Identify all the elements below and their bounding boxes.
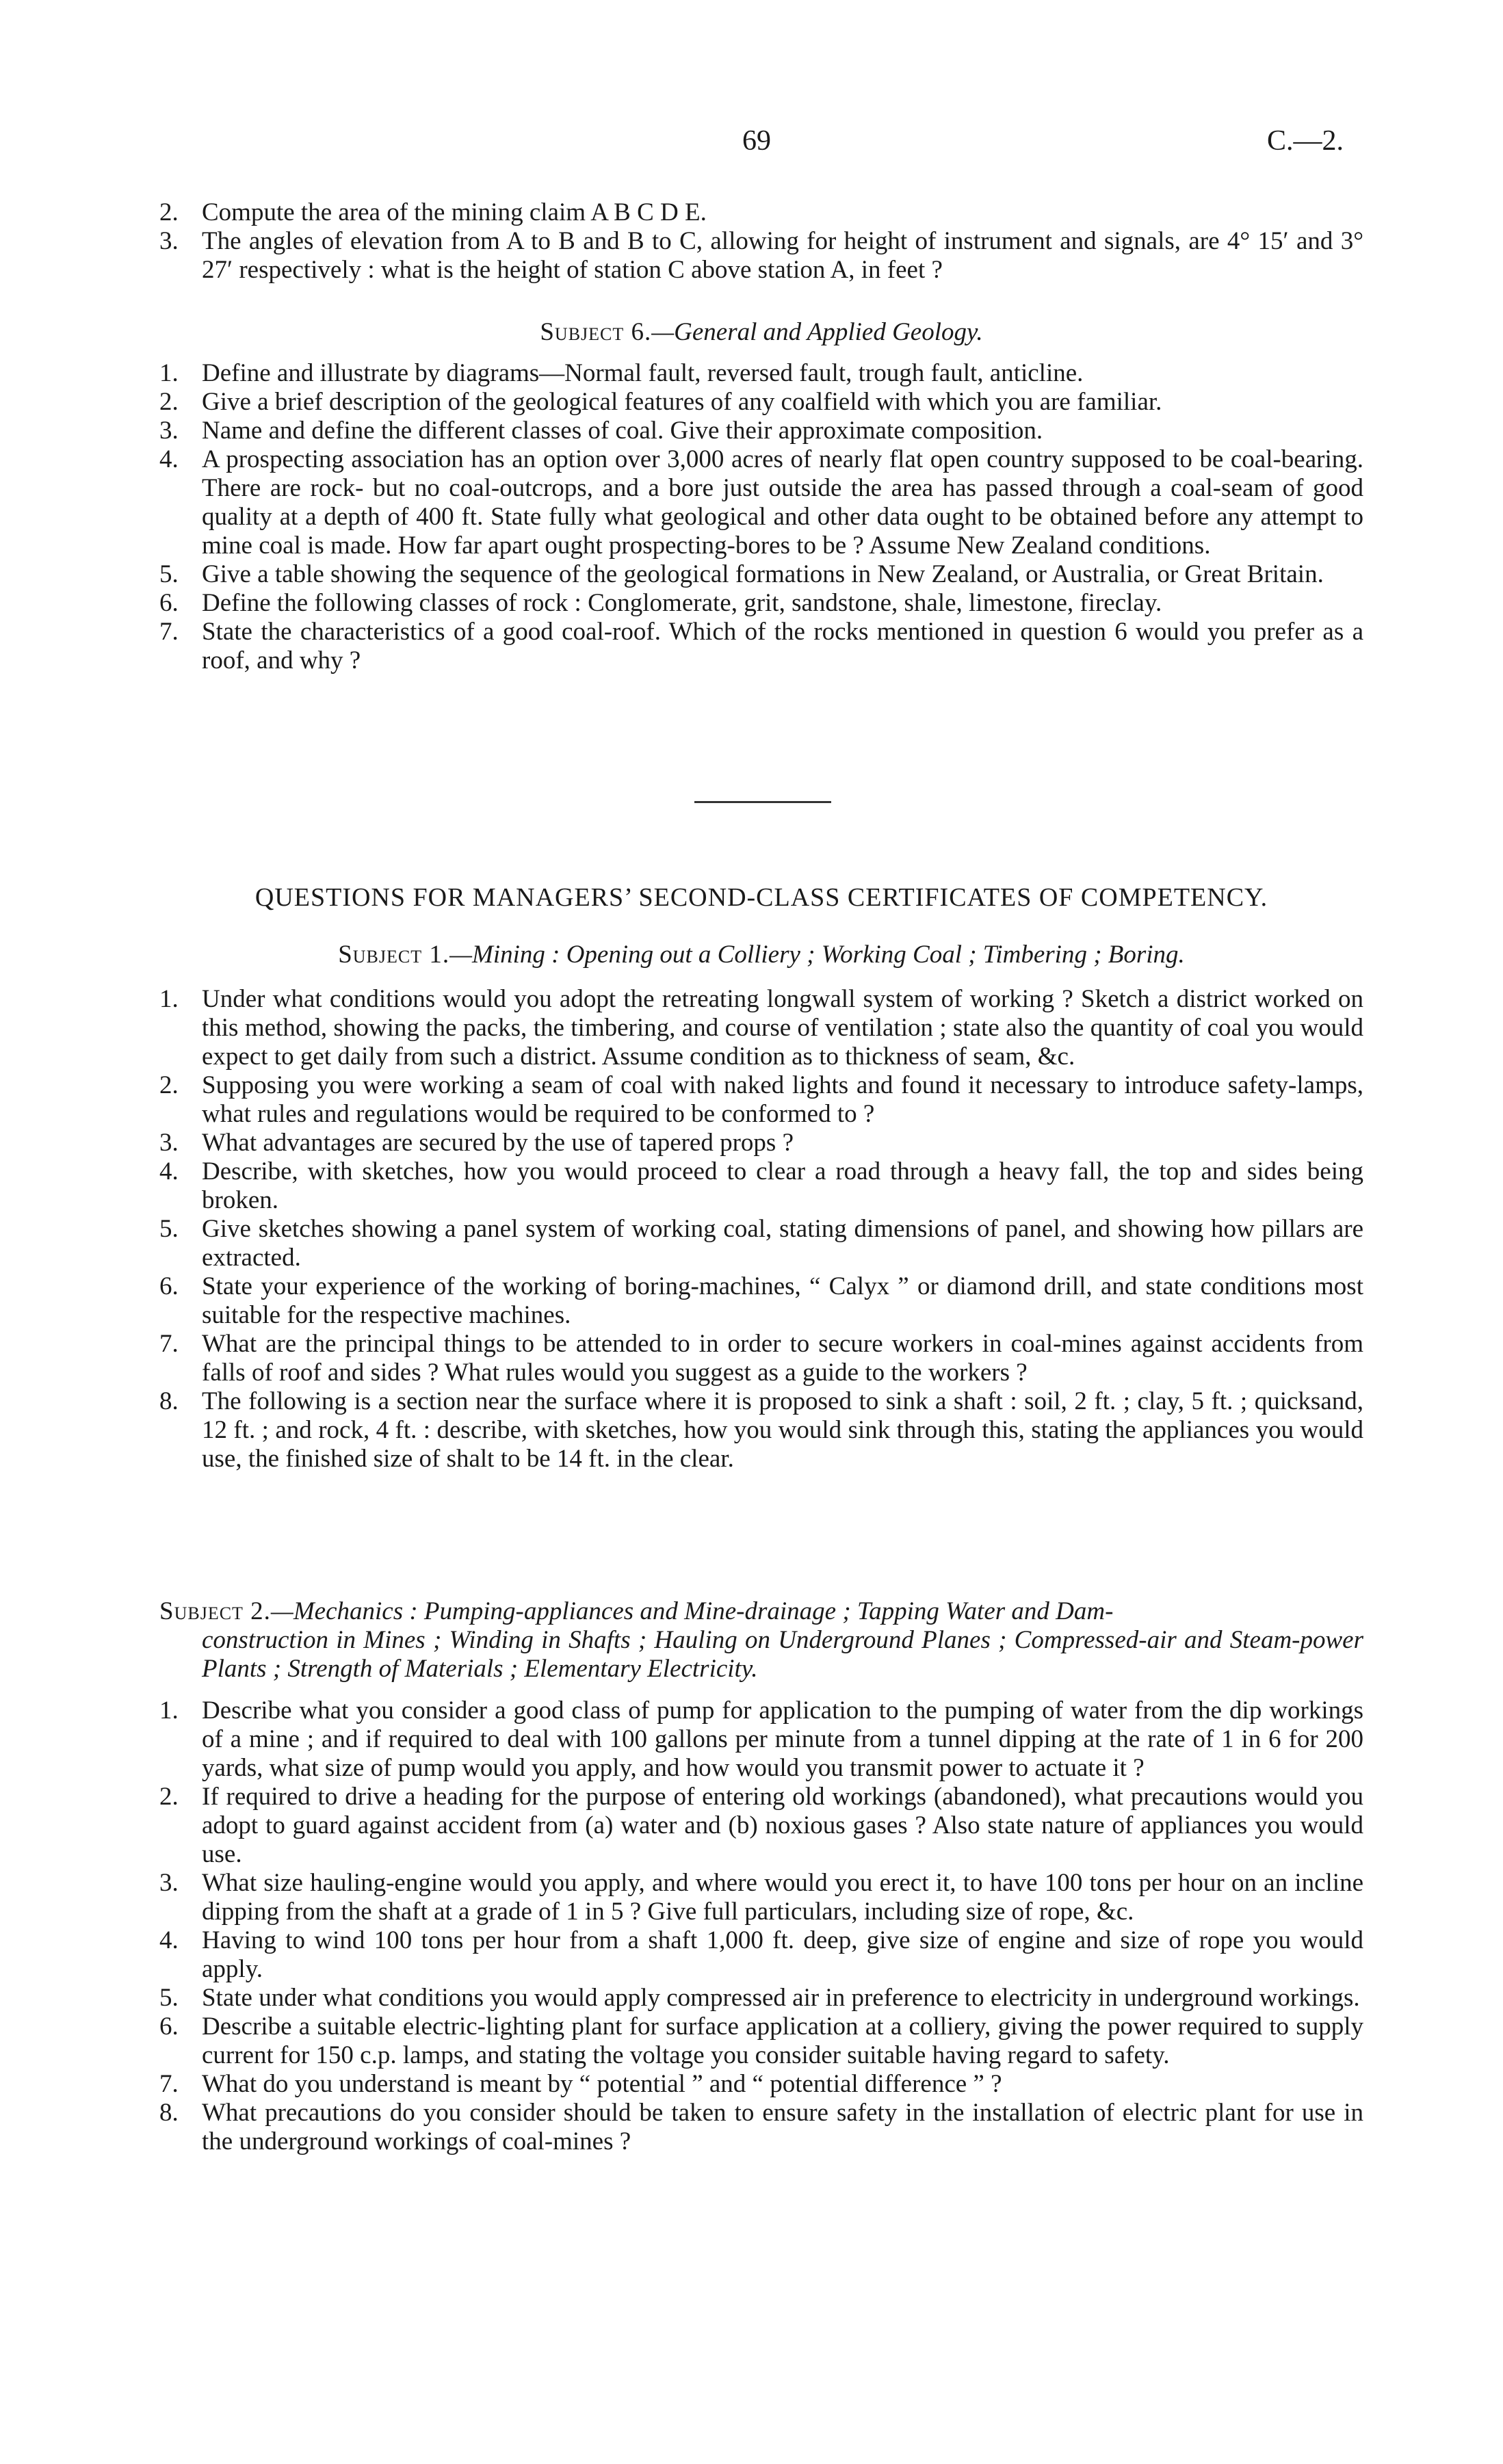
question-item: 2. Give a brief description of the geological features of any coalfield with which you are familiar. (159, 388, 1162, 416)
question-item: 4. Having to wind 100 tons per hour from a shaft 1,000 ft. deep, give size of engine and size of rope you would apply. (159, 1926, 1363, 1983)
subject-6-questions (159, 359, 1363, 675)
question-item: 6. Describe a suitable electric-lighting plant for surface application at a colliery, giving the power required to supply current for 150 c.p. lamps, and stating the voltage you consider suitable having regard to safety. (159, 2013, 1363, 2069)
question-item: 2. If required to drive a heading for the purpose of entering old workings (abandoned), what precautions would you adopt to guard against accident from (a) water and (b) noxious gases ? Also state nature of appliances you would use. (159, 1783, 1363, 1868)
question-item: 4. Describe, with sketches, how you would proceed to clear a road through a heavy fall, the top and sides being broken. (159, 1157, 1363, 1214)
question-item: 6. State your experience of the working of boring-machines, “ Calyx ” or diamond drill, and state conditions most suitable for the respective machines. (159, 1272, 1363, 1329)
subject-1-heading: Subject 1.—Mining : Opening out a Colliery ; Working Coal ; Timbering ; Boring. (338, 941, 1185, 969)
question-item: 3. What advantages are secured by the use of tapered props ? (159, 1129, 794, 1157)
question-item: 1. Define and illustrate by diagrams—Normal fault, reversed fault, trough fault, anticline. (159, 359, 1084, 387)
managers-certificate-title: QUESTIONS FOR MANAGERS’ SECOND-CLASS CERTIFICATES OF COMPETENCY. (254, 883, 1268, 912)
question-item: 2. Compute the area of the mining claim A B C D E. (159, 198, 707, 226)
question-item: 5. Give sketches showing a panel system of working coal, stating dimensions of panel, and showing how pillars are extracted. (159, 1215, 1363, 1272)
question-item: 4. A prospecting association has an option over 3,000 acres of nearly flat open country supposed to be coal-bearing. There are rock- but no coal-outcrops, and a bore just outside the area has passed through a coal-seam of good quality at a depth of 400 ft. State fully what geological and other data ought to be obtained before any attempt to mine coal is made. How far apart ought prospecting-bores to be ? Assume New Zealand conditions. (159, 445, 1363, 560)
question-item: 8. The following is a section near the surface where it is proposed to sink a shaft : soil, 2 ft. ; clay, 5 ft. ; quicksand, 12 ft. ; and rock, 4 ft. : describe, with sketches, how you would sink through this, stating the appliances you would use, the finished size of shalt to be 14 ft. in the clear. (159, 1387, 1363, 1473)
question-item: 7. State the characteristics of a good coal-roof. Which of the rocks mentioned in question 6 would you prefer as a roof, and why ? (159, 618, 1363, 674)
subject-6-heading: Subject 6.—General and Applied Geology. (540, 318, 983, 346)
subject-1-questions (159, 985, 1363, 1473)
subject-2-heading: Subject 2.—Mechanics : Pumping-appliances and Mine-drainage ; Tapping Water and Dam- construction in Mines ; Winding in Shafts ; Hauling on Underground Planes ; Compressed-air and Steam-power Plants ; Strength of Materials ; Elementary Electricity. (159, 1597, 1363, 1683)
subject-2-questions (159, 1696, 1363, 2156)
question-item: 6. Define the following classes of rock : Conglomerate, grit, sandstone, shale, limestone, fireclay. (159, 589, 1162, 617)
question-item: 3. What size hauling-engine would you apply, and where would you erect it, to have 100 tons per hour on an incline dipping from the shaft at a grade of 1 in 5 ? Give full particulars, including size of rope, &c. (159, 1869, 1363, 1926)
question-item: 2. Supposing you were working a seam of coal with naked lights and found it necessary to introduce safety-lamps, what rules and regulations would be required to be conformed to ? (159, 1071, 1363, 1128)
section-divider (694, 801, 831, 803)
question-item: 3. Name and define the different classes of coal. Give their approximate composition. (159, 417, 1043, 445)
question-item: 8. What precautions do you consider should be taken to ensure safety in the installation of electric plant for use in the underground workings of coal-mines ? (159, 2099, 1363, 2155)
question-item: 3. The angles of elevation from A to B and B to C, allowing for height of instrument and signals, are 4° 15′ and 3° 27′ respectively : what is the height of station C above station A, in feet ? (159, 227, 1363, 284)
question-item: 7. What are the principal things to be attended to in order to secure workers in coal-mines against accidents from falls of roof and sides ? What rules would you suggest as a guide to the workers ? (159, 1330, 1363, 1387)
question-item: 1. Under what conditions would you adopt the retreating longwall system of working ? Sketch a district worked on this method, showing the packs, the timbering, and course of ventilation ; state also the quantity of coal you would expect to get daily from such a district. Assume condition as to thickness of seam, &c. (159, 985, 1363, 1071)
question-item: 5. State under what conditions you would apply compressed air in preference to electricity in underground workings. (159, 1984, 1360, 2012)
question-item: 7. What do you understand is meant by “ potential ” and “ potential difference ” ? (159, 2070, 1002, 2098)
document-reference: C.—2. (1267, 125, 1344, 157)
previous-subject-questions (159, 198, 1363, 285)
question-item: 5. Give a table showing the sequence of the geological formations in New Zealand, or Australia, or Great Britain. (159, 560, 1324, 588)
question-item: 1. Describe what you consider a good class of pump for application to the pumping of water from the dip workings of a mine ; and if required to deal with 100 gallons per minute from a tunnel dipping at the rate of 1 in 6 for 200 yards, what size of pump would you apply, and how would you transmit power to actuate it ? (159, 1696, 1363, 1782)
page-number: 69 (742, 125, 771, 157)
